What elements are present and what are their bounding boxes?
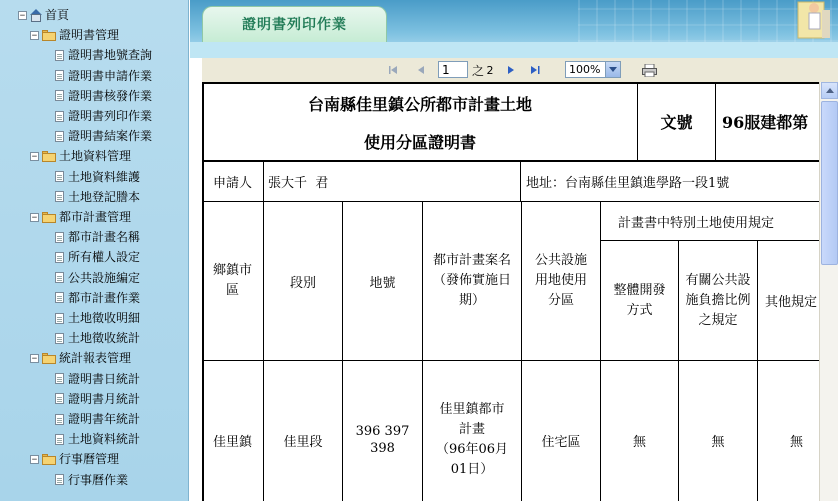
cell-plan-line1: 佳里鎮都市 [439, 402, 505, 417]
scroll-up-arrow-icon[interactable] [821, 82, 838, 99]
cell-lot [342, 360, 423, 501]
cell-burden-ratio [678, 360, 758, 501]
tree-item-label: 所有權人設定 [68, 250, 141, 265]
tree-item-label: 土地徵收明細 [68, 311, 141, 325]
sidebar-tree [0, 0, 189, 501]
col-lot-label: 地號 [369, 275, 396, 291]
page-number-input[interactable] [438, 61, 468, 78]
collapse-toggle-icon[interactable]: − [19, 10, 26, 21]
tree-item-label: 證明書地號查詢 [68, 48, 153, 63]
tree-item[interactable] [55, 126, 152, 146]
tree-group-label: 土地資料管理 [59, 149, 132, 164]
tree-item-label: 證明書核發作業 [68, 88, 153, 103]
chevron-down-icon [605, 62, 620, 77]
document-icon [55, 313, 64, 324]
cell-town [202, 360, 264, 501]
prev-page-icon[interactable] [414, 58, 428, 82]
col-overall-dev-label: 整體開發方式 [613, 282, 666, 318]
tree-item[interactable] [55, 369, 140, 389]
document-icon [55, 373, 64, 384]
cell-other-rules-value: 無 [790, 434, 804, 450]
zoom-value: 100% [569, 63, 601, 76]
tree-item[interactable] [55, 268, 140, 288]
folder-icon [42, 30, 56, 41]
tree-group-label: 統計報表管理 [59, 351, 132, 366]
collapse-toggle-icon[interactable]: − [31, 454, 38, 465]
tree-item-label: 公共設施編定 [68, 270, 141, 285]
document-icon [55, 434, 64, 445]
cell-plan-line3: （96年06月 [435, 442, 509, 457]
col-public-zone-label: 公共設施用地使用分區 [534, 253, 587, 308]
tree-group[interactable] [30, 25, 119, 45]
tree-item-label: 都市計畫作業 [68, 290, 141, 305]
tree-item[interactable] [55, 227, 140, 247]
scroll-thumb[interactable] [821, 101, 838, 265]
tree-item[interactable] [55, 288, 140, 308]
tree-item-label: 證明書月統計 [68, 391, 141, 406]
document-icon [55, 171, 64, 182]
collapse-toggle-icon[interactable]: − [31, 353, 38, 364]
tree-item[interactable] [55, 86, 152, 106]
tree-item[interactable] [55, 470, 128, 490]
cell-zone-value: 住宅區 [541, 434, 581, 450]
tree-item-label: 證明書日統計 [68, 371, 141, 386]
applicant-value-cell [263, 161, 521, 202]
document-icon [55, 50, 64, 61]
special-rules-group-label: 計畫書中特別土地使用規定 [618, 215, 775, 231]
next-page-icon[interactable] [504, 58, 518, 82]
col-public-zone-header [521, 201, 601, 361]
cell-plan-name [422, 360, 522, 501]
certificate-report [202, 82, 838, 501]
tree-item-label: 行事曆作業 [68, 472, 129, 487]
doc-no-label: 文號 [660, 113, 693, 132]
folder-icon [42, 212, 56, 223]
collapse-toggle-icon[interactable]: − [31, 212, 38, 223]
cell-lot-line1: 396 397 [355, 424, 410, 439]
tab-print-certificate[interactable] [202, 6, 387, 42]
tree-item-label: 證明書年統計 [68, 412, 141, 426]
cell-zone [521, 360, 601, 501]
first-page-icon[interactable] [386, 58, 400, 82]
document-icon [55, 232, 64, 243]
total-pages: 2 [486, 63, 494, 77]
tree-item[interactable] [55, 389, 140, 409]
report-scrollbar[interactable] [819, 82, 838, 501]
tab-label: 證明書列印作業 [242, 17, 347, 33]
special-rules-group-header [600, 201, 838, 241]
report-title-line2: 使用分區證明書 [363, 133, 476, 152]
document-icon [55, 292, 64, 303]
cell-section-value: 佳里段 [283, 434, 323, 450]
collapse-toggle-icon[interactable]: − [31, 30, 38, 41]
tree-item-label: 土地登記謄本 [68, 189, 141, 204]
tree-item[interactable] [55, 429, 140, 449]
document-icon [55, 90, 64, 101]
address-cell [520, 161, 838, 202]
tree-item[interactable] [55, 328, 140, 348]
tree-item-label: 都市計畫名稱 [68, 230, 141, 245]
document-icon [55, 131, 64, 142]
print-icon[interactable] [640, 58, 658, 82]
tree-group[interactable] [30, 449, 119, 469]
col-town-header [202, 201, 264, 361]
tree-item-label: 證明書列印作業 [68, 109, 153, 123]
tree-group[interactable] [30, 348, 131, 368]
tree-item[interactable] [55, 187, 140, 207]
person-illustration-icon [784, 0, 832, 40]
tree-group[interactable] [30, 207, 131, 227]
document-icon [55, 272, 64, 283]
folder-icon [42, 353, 56, 364]
tree-item-label: 土地資料統計 [68, 432, 141, 447]
tree-group[interactable] [30, 146, 131, 166]
col-burden-ratio-header [678, 240, 758, 361]
tree-item-label: 土地資料維護 [68, 169, 141, 184]
tree-item-label: 土地徵收統計 [68, 331, 141, 346]
tree-item-label: 證明書結案作業 [68, 129, 153, 144]
cell-overall-dev [600, 360, 679, 501]
page-of-label: 之 [472, 63, 485, 78]
folder-icon [42, 454, 56, 465]
cell-plan-line4: 01日） [450, 462, 494, 477]
col-section-label: 段別 [289, 275, 316, 291]
applicant-value: 張大千 君 [268, 176, 329, 191]
col-plan-name-label: 都市計畫案名（發佈實施日期） [432, 253, 511, 308]
document-icon [55, 70, 64, 81]
cell-town-value: 佳里鎮 [212, 434, 252, 450]
document-icon [55, 474, 64, 485]
cell-overall-dev-value: 無 [632, 434, 646, 450]
tree-item[interactable] [55, 167, 140, 187]
tree-root-label: 首頁 [45, 8, 70, 22]
tree-item[interactable] [55, 409, 140, 429]
cell-burden-ratio-value: 無 [711, 434, 725, 450]
tree-item-label: 證明書申請作業 [68, 68, 153, 83]
col-overall-dev-header [600, 240, 679, 361]
col-plan-name-header [422, 201, 522, 361]
tree-item[interactable] [55, 66, 152, 86]
document-icon [55, 191, 64, 202]
tree-group-label: 證明書管理 [59, 28, 120, 43]
col-lot-header [342, 201, 423, 361]
applicant-label: 申請人 [212, 176, 252, 191]
home-icon [30, 9, 42, 22]
collapse-toggle-icon[interactable]: − [31, 151, 38, 162]
report-title-line1: 台南縣佳里鎮公所都市計畫土地 [307, 95, 532, 114]
report-toolbar [202, 58, 838, 83]
tree-item[interactable] [55, 308, 140, 328]
cell-lot-line2: 398 [370, 441, 395, 456]
tree-group-label: 行事曆管理 [59, 452, 120, 467]
applicant-label-cell [202, 161, 264, 202]
tree-item[interactable] [55, 247, 140, 267]
col-other-rules-label: 其他規定 [765, 295, 818, 310]
col-burden-ratio-label: 有關公共設施負擔比例之規定 [685, 272, 751, 328]
zoom-select[interactable] [565, 61, 621, 78]
tree-item[interactable] [55, 106, 152, 126]
document-icon [55, 111, 64, 122]
cell-plan-line2: 計畫 [458, 422, 485, 437]
cell-section [263, 360, 343, 501]
tree-item[interactable] [55, 45, 152, 65]
tree-group-label: 都市計畫管理 [59, 210, 132, 224]
document-icon [55, 333, 64, 344]
doc-no-value: 96服建都第 [722, 113, 809, 132]
col-section-header [263, 201, 343, 361]
last-page-icon[interactable] [528, 58, 544, 82]
tree-root-home[interactable] [18, 5, 69, 25]
document-icon [55, 252, 64, 263]
document-icon [55, 414, 64, 425]
address-text: 地址：台南縣佳里鎮進學路一段1號 [526, 176, 730, 191]
header-bottom-band [190, 42, 838, 58]
document-icon [55, 393, 64, 404]
folder-icon [42, 151, 56, 162]
col-town-label: 鄉鎮市區 [212, 263, 252, 298]
doc-no-label-cell [637, 82, 716, 161]
